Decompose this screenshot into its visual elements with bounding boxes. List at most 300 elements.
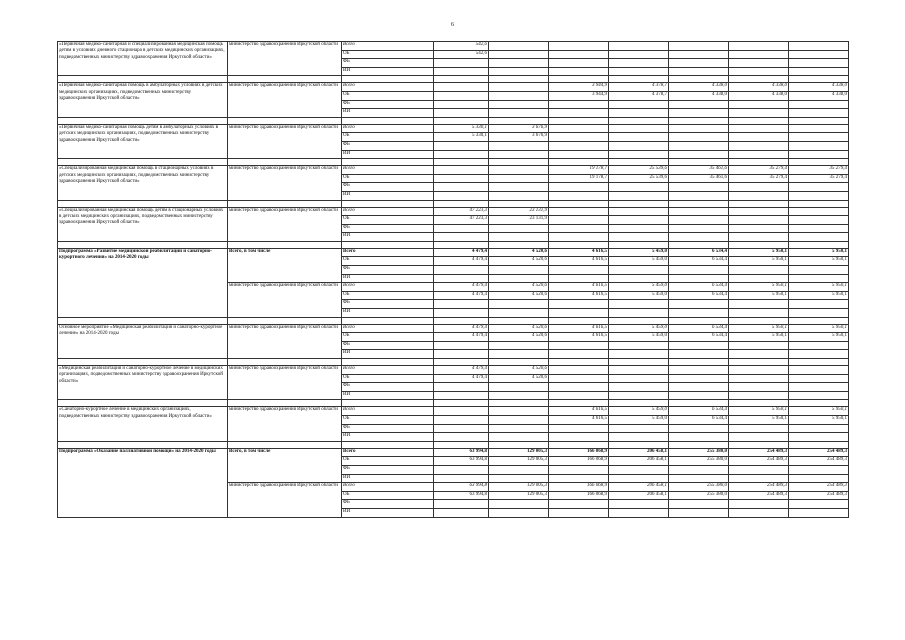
- spacer-cell: [342, 159, 434, 166]
- amount-cell: [729, 500, 789, 509]
- amount-cell: 542,6: [434, 50, 489, 59]
- amount-cell: 4 479,4: [434, 366, 489, 375]
- table-row: [58, 366, 849, 375]
- amount-cell: 35 279,4: [729, 174, 789, 183]
- amount-cell: 254 489,3: [729, 457, 789, 466]
- amount-cell: [789, 274, 849, 283]
- amount-cell: 129 005,3: [489, 457, 549, 466]
- funding-source-cell: Всего: [342, 324, 434, 333]
- amount-cell: [489, 59, 549, 68]
- executor-cell: министерство здравоохранения Иркутской области: [228, 324, 342, 358]
- funding-source-cell: ФБ: [342, 266, 434, 275]
- funding-source-cell: ФБ: [342, 59, 434, 68]
- amount-cell: [789, 383, 849, 392]
- amount-cell: 206 458,1: [609, 483, 669, 492]
- amount-cell: [669, 465, 729, 474]
- amount-cell: [549, 150, 609, 159]
- spacer-cell: [549, 359, 609, 366]
- amount-cell: 254 489,3: [789, 457, 849, 466]
- amount-cell: [609, 207, 669, 216]
- funding-source-cell: ОБ: [342, 415, 434, 424]
- amount-cell: [489, 415, 549, 424]
- amount-cell: [434, 474, 489, 483]
- amount-cell: [729, 433, 789, 442]
- spacer-cell: [669, 76, 729, 83]
- spacer-row: [58, 241, 849, 248]
- amount-cell: 4 616,5: [549, 333, 609, 342]
- spacer-cell: [489, 441, 549, 448]
- table-row: [58, 407, 849, 416]
- amount-cell: [609, 500, 669, 509]
- amount-cell: 5 950,1: [729, 291, 789, 300]
- amount-cell: [549, 474, 609, 483]
- funding-source-cell: ФБ: [342, 500, 434, 509]
- amount-cell: [609, 100, 669, 109]
- amount-cell: 5 459,0: [609, 283, 669, 292]
- funding-source-cell: ОБ: [342, 216, 434, 225]
- amount-cell: [609, 274, 669, 283]
- amount-cell: [549, 300, 609, 309]
- spacer-cell: [58, 359, 228, 366]
- amount-cell: [729, 474, 789, 483]
- amount-cell: 4 520,6: [489, 283, 549, 292]
- amount-cell: [549, 141, 609, 150]
- amount-cell: [789, 141, 849, 150]
- spacer-cell: [729, 359, 789, 366]
- amount-cell: [549, 383, 609, 392]
- amount-cell: 4 338,0: [669, 83, 729, 92]
- amount-cell: [489, 141, 549, 150]
- amount-cell: 254 489,3: [789, 448, 849, 457]
- amount-cell: [489, 424, 549, 433]
- amount-cell: 3 676,9: [489, 133, 549, 142]
- amount-cell: [489, 350, 549, 359]
- amount-cell: [434, 59, 489, 68]
- amount-cell: [609, 50, 669, 59]
- amount-cell: [729, 300, 789, 309]
- amount-cell: [434, 508, 489, 517]
- spacer-cell: [729, 441, 789, 448]
- amount-cell: 5 950,1: [789, 257, 849, 266]
- amount-cell: [489, 309, 549, 318]
- spacer-cell: [669, 441, 729, 448]
- amount-cell: 5 330,1: [434, 133, 489, 142]
- amount-cell: [549, 341, 609, 350]
- spacer-cell: [789, 241, 849, 248]
- amount-cell: [669, 274, 729, 283]
- budget-table: [57, 41, 849, 518]
- amount-cell: 47 223,3: [434, 207, 489, 216]
- amount-cell: [434, 150, 489, 159]
- spacer-cell: [549, 159, 609, 166]
- amount-cell: 255 380,0: [669, 457, 729, 466]
- amount-cell: [434, 433, 489, 442]
- spacer-cell: [228, 117, 342, 124]
- amount-cell: 5 459,0: [609, 291, 669, 300]
- spacer-row: [58, 200, 849, 207]
- amount-cell: [549, 309, 609, 318]
- spacer-cell: [342, 241, 434, 248]
- amount-cell: [789, 100, 849, 109]
- spacer-cell: [489, 241, 549, 248]
- amount-cell: [609, 374, 669, 383]
- amount-cell: [789, 309, 849, 318]
- amount-cell: [789, 300, 849, 309]
- amount-cell: 4 520,6: [489, 333, 549, 342]
- funding-source-cell: ИИ: [342, 67, 434, 76]
- amount-cell: [729, 150, 789, 159]
- spacer-cell: [434, 317, 489, 324]
- amount-cell: [669, 50, 729, 59]
- executor-cell: министерство здравоохранения Иркутской области: [228, 166, 342, 200]
- amount-cell: [669, 341, 729, 350]
- amount-cell: 4 338,0: [789, 83, 849, 92]
- amount-cell: [609, 109, 669, 118]
- amount-cell: [434, 424, 489, 433]
- amount-cell: 23 131,9: [489, 216, 549, 225]
- spacer-cell: [729, 241, 789, 248]
- amount-cell: [489, 150, 549, 159]
- spacer-cell: [434, 241, 489, 248]
- amount-cell: [489, 407, 549, 416]
- amount-cell: [789, 50, 849, 59]
- amount-cell: 254 489,3: [789, 491, 849, 500]
- amount-cell: 206 458,1: [609, 491, 669, 500]
- amount-cell: [669, 133, 729, 142]
- amount-cell: 5 459,0: [609, 248, 669, 257]
- funding-source-cell: ИИ: [342, 309, 434, 318]
- amount-cell: 4 616,5: [549, 257, 609, 266]
- executor-cell: министерство здравоохранения Иркутской области: [228, 42, 342, 76]
- amount-cell: [489, 91, 549, 100]
- amount-cell: 23 131,9: [489, 207, 549, 216]
- amount-cell: [609, 233, 669, 242]
- amount-cell: [549, 274, 609, 283]
- spacer-cell: [609, 159, 669, 166]
- funding-source-cell: ОБ: [342, 50, 434, 59]
- spacer-cell: [342, 359, 434, 366]
- amount-cell: [729, 141, 789, 150]
- spacer-cell: [58, 200, 228, 207]
- amount-cell: [434, 67, 489, 76]
- amount-cell: [729, 391, 789, 400]
- spacer-row: [58, 317, 849, 324]
- amount-cell: [669, 141, 729, 150]
- amount-cell: [669, 67, 729, 76]
- amount-cell: [609, 183, 669, 192]
- executor-cell: министерство здравоохранения Иркутской области: [228, 283, 342, 317]
- spacer-cell: [489, 359, 549, 366]
- amount-cell: [609, 42, 669, 51]
- amount-cell: [729, 274, 789, 283]
- spacer-cell: [549, 317, 609, 324]
- amount-cell: [669, 424, 729, 433]
- amount-cell: [609, 309, 669, 318]
- amount-cell: [609, 341, 669, 350]
- amount-cell: 166 068,9: [549, 448, 609, 457]
- funding-source-cell: Всего: [342, 83, 434, 92]
- amount-cell: [669, 474, 729, 483]
- amount-cell: 6 534,4: [669, 333, 729, 342]
- amount-cell: [549, 500, 609, 509]
- amount-cell: 5 950,1: [789, 248, 849, 257]
- spacer-cell: [789, 441, 849, 448]
- amount-cell: [669, 233, 729, 242]
- program-name-cell: Подпрограмма «Развитие медицинской реабилитации и санаторно-курортного лечения» на 2014-2020 годы: [58, 248, 228, 317]
- amount-cell: [729, 50, 789, 59]
- funding-source-cell: ФБ: [342, 424, 434, 433]
- amount-cell: [729, 341, 789, 350]
- funding-source-cell: ОБ: [342, 174, 434, 183]
- amount-cell: [789, 233, 849, 242]
- funding-source-cell: ОБ: [342, 333, 434, 342]
- amount-cell: [549, 109, 609, 118]
- amount-cell: [789, 465, 849, 474]
- amount-cell: [489, 83, 549, 92]
- funding-source-cell: Всего: [342, 166, 434, 175]
- amount-cell: 4 479,4: [434, 333, 489, 342]
- amount-cell: [789, 67, 849, 76]
- funding-source-cell: ОБ: [342, 457, 434, 466]
- amount-cell: [789, 341, 849, 350]
- amount-cell: 6 534,4: [669, 257, 729, 266]
- amount-cell: [789, 374, 849, 383]
- spacer-row: [58, 76, 849, 83]
- amount-cell: [609, 150, 669, 159]
- amount-cell: [489, 433, 549, 442]
- amount-cell: 4 616,5: [549, 407, 609, 416]
- amount-cell: 5 950,1: [789, 415, 849, 424]
- spacer-cell: [489, 200, 549, 207]
- table-row: [58, 83, 849, 92]
- amount-cell: [489, 166, 549, 175]
- amount-cell: [549, 424, 609, 433]
- amount-cell: 3 676,9: [489, 124, 549, 133]
- amount-cell: 254 489,3: [729, 483, 789, 492]
- amount-cell: 255 380,0: [669, 448, 729, 457]
- amount-cell: 4 479,4: [434, 324, 489, 333]
- spacer-cell: [228, 359, 342, 366]
- spacer-cell: [609, 200, 669, 207]
- amount-cell: 6 534,4: [669, 283, 729, 292]
- funding-source-cell: Всего: [342, 448, 434, 457]
- amount-cell: [489, 109, 549, 118]
- amount-cell: [609, 266, 669, 275]
- amount-cell: 6 534,4: [669, 407, 729, 416]
- spacer-cell: [609, 241, 669, 248]
- spacer-cell: [434, 117, 489, 124]
- amount-cell: [489, 183, 549, 192]
- amount-cell: 4 479,4: [434, 283, 489, 292]
- amount-cell: [789, 59, 849, 68]
- amount-cell: [489, 174, 549, 183]
- spacer-cell: [228, 317, 342, 324]
- program-name-cell: «Первичная медико-санитарная помощь в амбулаторных условиях в детских медицинских организациях, подведомственных министерству здравоохранения Иркутской области»: [58, 83, 228, 117]
- amount-cell: [789, 500, 849, 509]
- table-row: [58, 207, 849, 216]
- spacer-cell: [434, 400, 489, 407]
- amount-cell: [789, 474, 849, 483]
- amount-cell: [549, 433, 609, 442]
- amount-cell: [669, 191, 729, 200]
- amount-cell: 5 459,0: [609, 324, 669, 333]
- spacer-cell: [549, 117, 609, 124]
- spacer-cell: [434, 76, 489, 83]
- amount-cell: [669, 42, 729, 51]
- amount-cell: [729, 133, 789, 142]
- amount-cell: [669, 366, 729, 375]
- amount-cell: [434, 233, 489, 242]
- spacer-cell: [789, 359, 849, 366]
- amount-cell: [434, 341, 489, 350]
- amount-cell: [434, 350, 489, 359]
- spacer-cell: [609, 400, 669, 407]
- amount-cell: 4 479,4: [434, 257, 489, 266]
- amount-cell: [549, 465, 609, 474]
- amount-cell: [489, 224, 549, 233]
- amount-cell: 166 068,9: [549, 491, 609, 500]
- amount-cell: [669, 100, 729, 109]
- executor-cell: Всего, в том числе: [228, 248, 342, 282]
- amount-cell: 63 994,8: [434, 491, 489, 500]
- funding-source-cell: ИИ: [342, 391, 434, 400]
- funding-source-cell: ИИ: [342, 350, 434, 359]
- amount-cell: 542,6: [434, 42, 489, 51]
- spacer-cell: [549, 76, 609, 83]
- amount-cell: [609, 191, 669, 200]
- amount-cell: 35 279,4: [789, 166, 849, 175]
- amount-cell: [729, 233, 789, 242]
- amount-cell: [729, 508, 789, 517]
- funding-source-cell: ФБ: [342, 224, 434, 233]
- spacer-cell: [729, 400, 789, 407]
- spacer-cell: [669, 359, 729, 366]
- amount-cell: 206 458,1: [609, 457, 669, 466]
- spacer-cell: [228, 400, 342, 407]
- amount-cell: [434, 274, 489, 283]
- amount-cell: [434, 166, 489, 175]
- amount-cell: [549, 350, 609, 359]
- amount-cell: [434, 141, 489, 150]
- amount-cell: [729, 224, 789, 233]
- spacer-cell: [228, 241, 342, 248]
- funding-source-cell: Всего: [342, 483, 434, 492]
- spacer-cell: [789, 159, 849, 166]
- amount-cell: 129 005,3: [489, 483, 549, 492]
- funding-source-cell: ОБ: [342, 257, 434, 266]
- amount-cell: [549, 133, 609, 142]
- amount-cell: [669, 59, 729, 68]
- amount-cell: [489, 274, 549, 283]
- amount-cell: [434, 91, 489, 100]
- amount-cell: [789, 150, 849, 159]
- amount-cell: [729, 124, 789, 133]
- amount-cell: 4 520,6: [489, 374, 549, 383]
- amount-cell: [434, 83, 489, 92]
- funding-source-cell: ИИ: [342, 474, 434, 483]
- spacer-cell: [58, 76, 228, 83]
- funding-source-cell: ОБ: [342, 91, 434, 100]
- amount-cell: 63 994,8: [434, 457, 489, 466]
- funding-source-cell: ОБ: [342, 133, 434, 142]
- amount-cell: [489, 266, 549, 275]
- amount-cell: [729, 309, 789, 318]
- amount-cell: 5 330,1: [434, 124, 489, 133]
- amount-cell: [789, 266, 849, 275]
- amount-cell: [489, 474, 549, 483]
- amount-cell: [789, 207, 849, 216]
- executor-cell: министерство здравоохранения Иркутской области: [228, 483, 342, 517]
- spacer-cell: [489, 117, 549, 124]
- amount-cell: [549, 42, 609, 51]
- funding-source-cell: Всего: [342, 366, 434, 375]
- table-row: [58, 124, 849, 133]
- amount-cell: 25 539,6: [609, 166, 669, 175]
- spacer-cell: [489, 317, 549, 324]
- amount-cell: 35 461,6: [669, 174, 729, 183]
- amount-cell: [609, 383, 669, 392]
- spacer-cell: [669, 200, 729, 207]
- amount-cell: [669, 374, 729, 383]
- funding-source-cell: ИИ: [342, 109, 434, 118]
- amount-cell: [669, 150, 729, 159]
- program-name-cell: Основное мероприятие «Медицинская реабилитация и санаторно-курортное лечение» на 2014-2020 годы: [58, 324, 228, 358]
- amount-cell: [669, 266, 729, 275]
- spacer-cell: [549, 400, 609, 407]
- spacer-cell: [58, 441, 228, 448]
- program-name-cell: «Специализированная медицинская помощь детям в стационарных условиях в детских медицинских организациях, подведомственных министерству здравоохранения Иркутской области»: [58, 207, 228, 241]
- amount-cell: 5 950,1: [789, 324, 849, 333]
- amount-cell: 5 950,1: [729, 324, 789, 333]
- amount-cell: [669, 309, 729, 318]
- amount-cell: 4 616,5: [549, 415, 609, 424]
- funding-source-cell: ФБ: [342, 300, 434, 309]
- amount-cell: 5 459,0: [609, 415, 669, 424]
- amount-cell: 4 520,6: [489, 324, 549, 333]
- spacer-row: [58, 400, 849, 407]
- amount-cell: [609, 300, 669, 309]
- spacer-cell: [58, 400, 228, 407]
- amount-cell: [789, 133, 849, 142]
- spacer-row: [58, 117, 849, 124]
- amount-cell: 4 520,6: [489, 291, 549, 300]
- amount-cell: 4 616,5: [549, 248, 609, 257]
- amount-cell: 19 178,7: [549, 166, 609, 175]
- spacer-cell: [729, 76, 789, 83]
- amount-cell: 5 459,0: [609, 407, 669, 416]
- amount-cell: 63 994,8: [434, 483, 489, 492]
- amount-cell: [669, 500, 729, 509]
- amount-cell: [489, 300, 549, 309]
- amount-cell: 5 459,0: [609, 257, 669, 266]
- amount-cell: 5 950,1: [729, 283, 789, 292]
- amount-cell: [549, 266, 609, 275]
- funding-source-cell: ФБ: [342, 341, 434, 350]
- amount-cell: [549, 216, 609, 225]
- amount-cell: 4 338,0: [729, 83, 789, 92]
- amount-cell: [609, 133, 669, 142]
- amount-cell: [549, 59, 609, 68]
- amount-cell: [609, 224, 669, 233]
- spacer-cell: [228, 159, 342, 166]
- amount-cell: [434, 391, 489, 400]
- amount-cell: [609, 59, 669, 68]
- amount-cell: [434, 415, 489, 424]
- spacer-row: [58, 359, 849, 366]
- amount-cell: [609, 216, 669, 225]
- executor-cell: министерство здравоохранения Иркутской области: [228, 124, 342, 158]
- program-name-cell: «Первичная медико-санитарная и специализированная медицинская помощь детям в условиях дневного стационара в детских медицинских организациях, подведомственных министерству здравоохранения Иркутской области»: [58, 42, 228, 76]
